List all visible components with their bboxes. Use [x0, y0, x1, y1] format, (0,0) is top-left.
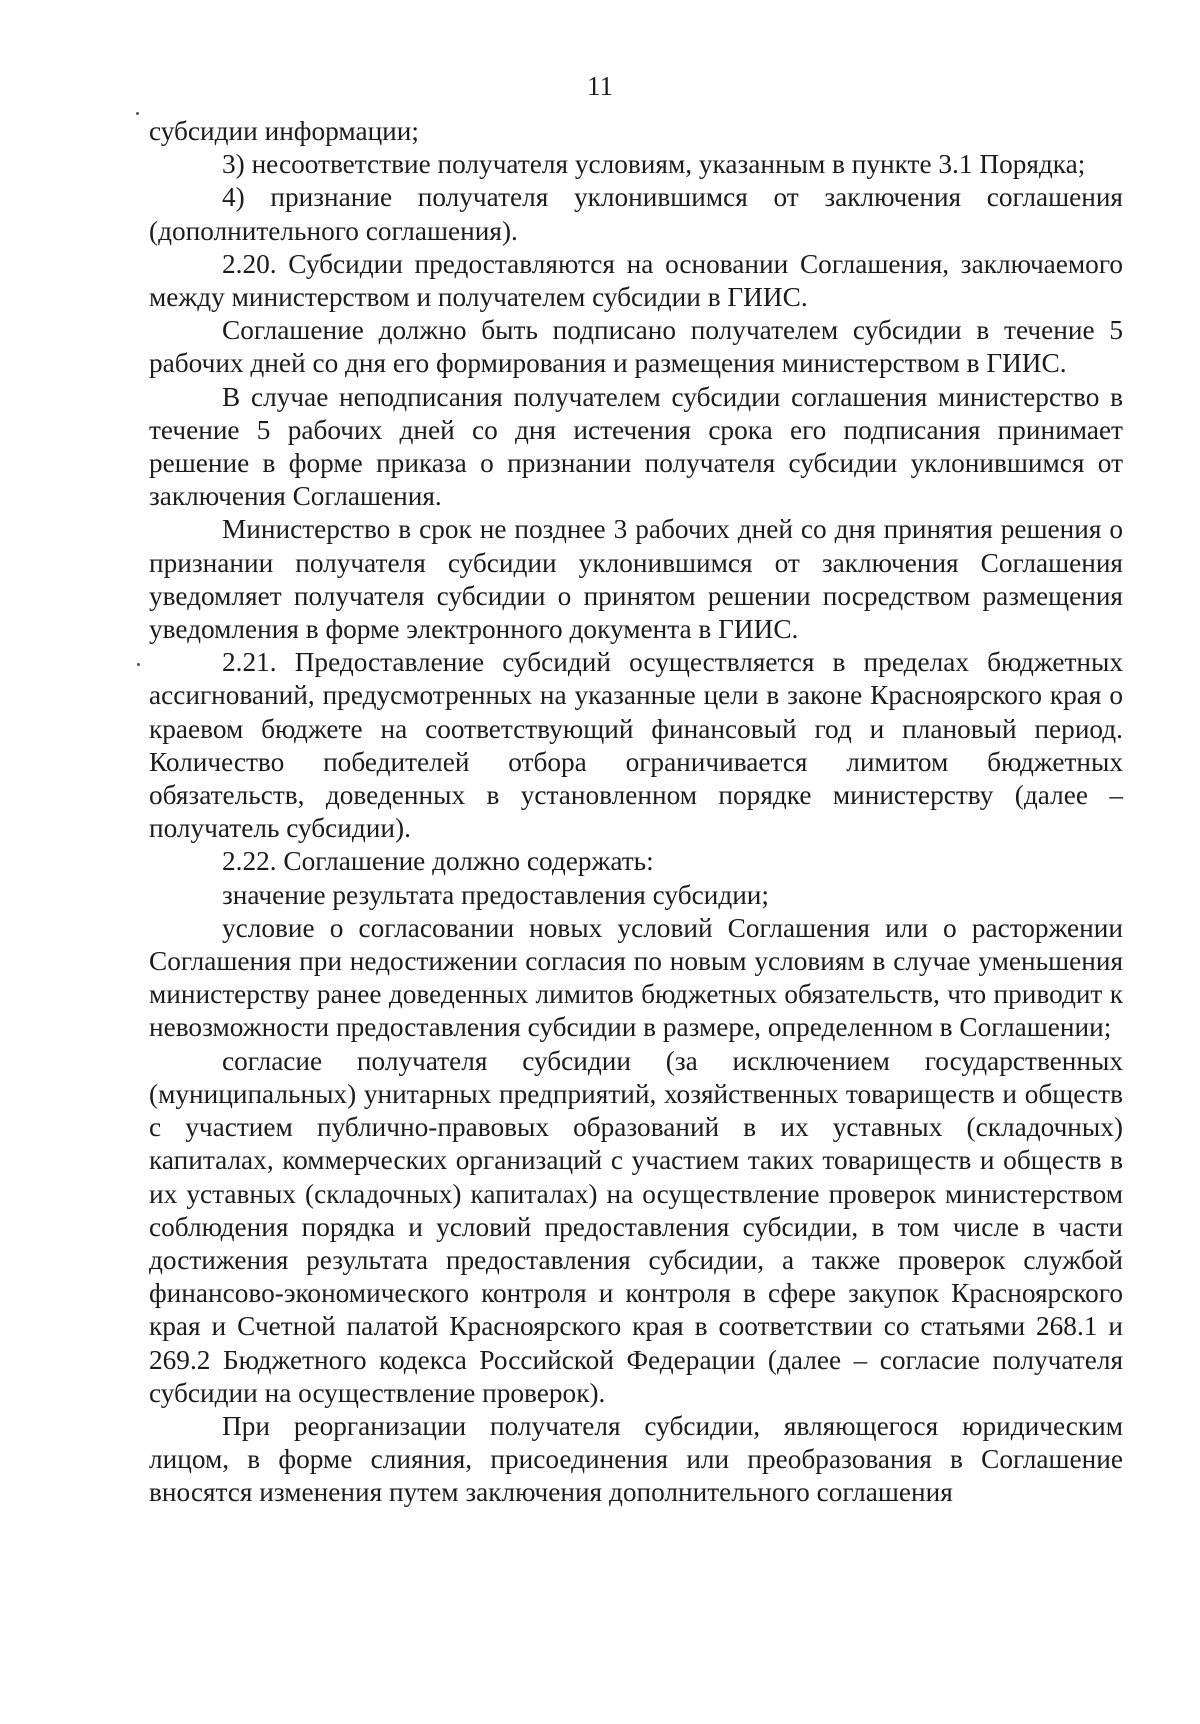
paragraph: 4) признание получателя уклонившимся от заключения соглашения (дополнительного соглашения). [149, 182, 1123, 246]
paragraph: В случае неподписания получателем субсидии соглашения министерство в течение 5 рабочих дней со дня истечения срока его подписания принимает решение в форме приказа о признании получателя субсидии уклонившимся от заключения Соглашения. [149, 381, 1123, 512]
paragraph: условие о согласовании новых условий Соглашения или о расторжении Соглашения при недостижении согласия по новым условиям в случае уменьшения министерству ранее доведенных лимитов бюджетных обязательств, что приводит к невозможности предоставления субсидии в размере, определенном в Соглашении; [149, 912, 1123, 1043]
scan-speck [137, 663, 140, 666]
page-number: 11 [587, 71, 613, 101]
paragraph: 2.21. Предоставление субсидий осуществляется в пределах бюджетных ассигнований, предусмотренных на указанные цели в законе Красноярского края о краевом бюджете на соответствующий финансовый год и плановый период. Количество победителей отбора ограничивается лимитом бюджетных обязательств, доведенных в установленном порядке министерству (далее – получатель субсидии). [149, 647, 1123, 844]
paragraph: При реорганизации получателя субсидии, являющегося юридическим лицом, в форме слияния, присоединения или преобразования в Соглашение вносятся изменения путем заключения дополнительного соглашения [149, 1410, 1123, 1508]
paragraph: 3) несоответствие получателя условиям, указанным в пункте 3.1 Порядка; [222, 149, 1086, 180]
paragraph: значение результата предоставления субсидии; [222, 879, 770, 910]
paragraph: 2.20. Субсидии предоставляются на основании Соглашения, заключаемого между министерством и получателем субсидии в ГИИС. [149, 248, 1123, 313]
document-body [149, 115, 1123, 1510]
scan-speck [136, 112, 139, 115]
paragraph: Соглашение должно быть подписано получателем субсидии в течение 5 рабочих дней со дня его формирования и размещения министерством в ГИИС. [149, 315, 1123, 379]
paragraph: 2.22. Соглашение должно содержать: [222, 846, 654, 877]
paragraph: субсидии информации; [149, 116, 419, 146]
paragraph: Министерство в срок не позднее 3 рабочих дней со дня принятия решения о признании получателя субсидии уклонившимся от заключения Соглашения уведомляет получателя субсидии о принятом решении посредством размещения уведомления в форме электронного документа в ГИИС. [149, 514, 1123, 645]
paragraph: согласие получателя субсидии (за исключением государственных (муниципальных) унитарных предприятий, хозяйственных товариществ и обществ с участием публично-правовых образований в их уставных (складочных) капиталах, коммерческих организаций с участием таких товариществ и обществ в их уставных (складочных) капиталах) на осуществление проверок министерством соблюдения порядка и условий предоставления субсидии, в том числе в части достижения результата предоставления субсидии, а также проверок службой финансово-экономического контроля и контроля в сфере закупок Красноярского края и Счетной палатой Красноярского края в соответствии со статьями 268.1 и 269.2 Бюджетного кодекса Российской Федерации (далее – согласие получателя субсидии на осуществление проверок). [149, 1045, 1123, 1408]
